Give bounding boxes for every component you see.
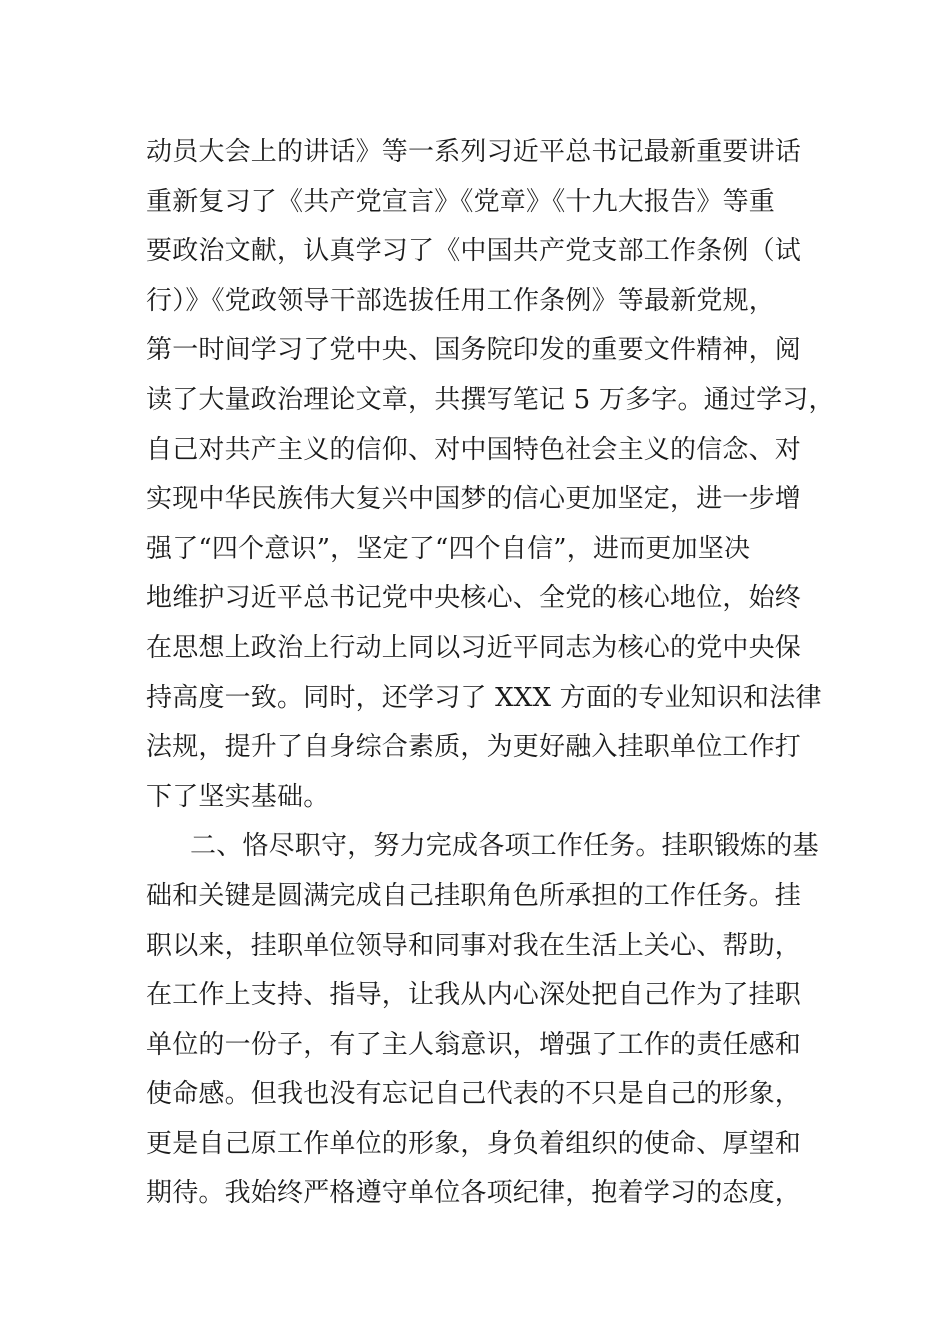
paragraph-2 <box>146 822 826 1219</box>
text-line: 法规，提升了自身综合素质，为更好融入挂职单位工作打 <box>146 732 802 763</box>
text-line: 动员大会上的讲话》等一系列习近平总书记最新重要讲话 <box>146 137 802 167</box>
text-line: 在工作上支持、指导，让我从内心深处把自己作为了挂职 <box>146 980 802 1011</box>
text-line: 在思想上政治上行动上同以习近平同志为核心的党中央保 <box>146 632 802 663</box>
document-body <box>146 128 835 1219</box>
text-line: 要政治文献，认真学习了《中国共产党支部工作条例（试 <box>146 236 802 267</box>
text-line: 第一时间学习了党中央、国务院印发的重要文件精神，阅 <box>146 335 802 366</box>
paragraph-1 <box>146 128 835 822</box>
text-line: 期待。我始终严格遵守单位各项纪律，抱着学习的态度， <box>146 1178 802 1209</box>
text-line: 自己对共产主义的信仰、对中国特色社会主义的信念、对 <box>146 434 802 465</box>
text-line: 单位的一份子，有了主人翁意识，增强了工作的责任感和 <box>146 1029 802 1060</box>
text-line: 持高度一致。同时，还学习了 XXX 方面的专业知识和法律 <box>146 682 822 713</box>
text-line: 下了坚实基础。 <box>146 781 330 812</box>
text-line: 实现中华民族伟大复兴中国梦的信心更加坚定，进一步增 <box>146 484 802 515</box>
text-line: 强了“四个意识”，坚定了“四个自信”，进而更加坚决 <box>146 533 751 564</box>
text-line: 二、恪尽职守，努力完成各项工作任务。挂职锻炼的基 <box>190 831 819 862</box>
text-line: 地维护习近平总书记党中央核心、全党的核心地位，始终 <box>146 583 802 614</box>
text-line: 础和关键是圆满完成自己挂职角色所承担的工作任务。挂 <box>146 880 802 911</box>
text-line: 职以来，挂职单位领导和同事对我在生活上关心、帮助， <box>146 930 802 961</box>
text-line: 读了大量政治理论文章，共撰写笔记 5 万多字。通过学习， <box>146 384 835 415</box>
text-line: 行）》《党政领导干部选拔任用工作条例》等最新党规， <box>146 285 776 316</box>
text-line: 重新复习了《共产党宣言》《党章》《十九大报告》等重 <box>146 186 776 217</box>
text-line: 更是自己原工作单位的形象，身负着组织的使命、厚望和 <box>146 1128 802 1159</box>
text-line: 使命感。但我也没有忘记自己代表的不只是自己的形象， <box>146 1079 802 1110</box>
